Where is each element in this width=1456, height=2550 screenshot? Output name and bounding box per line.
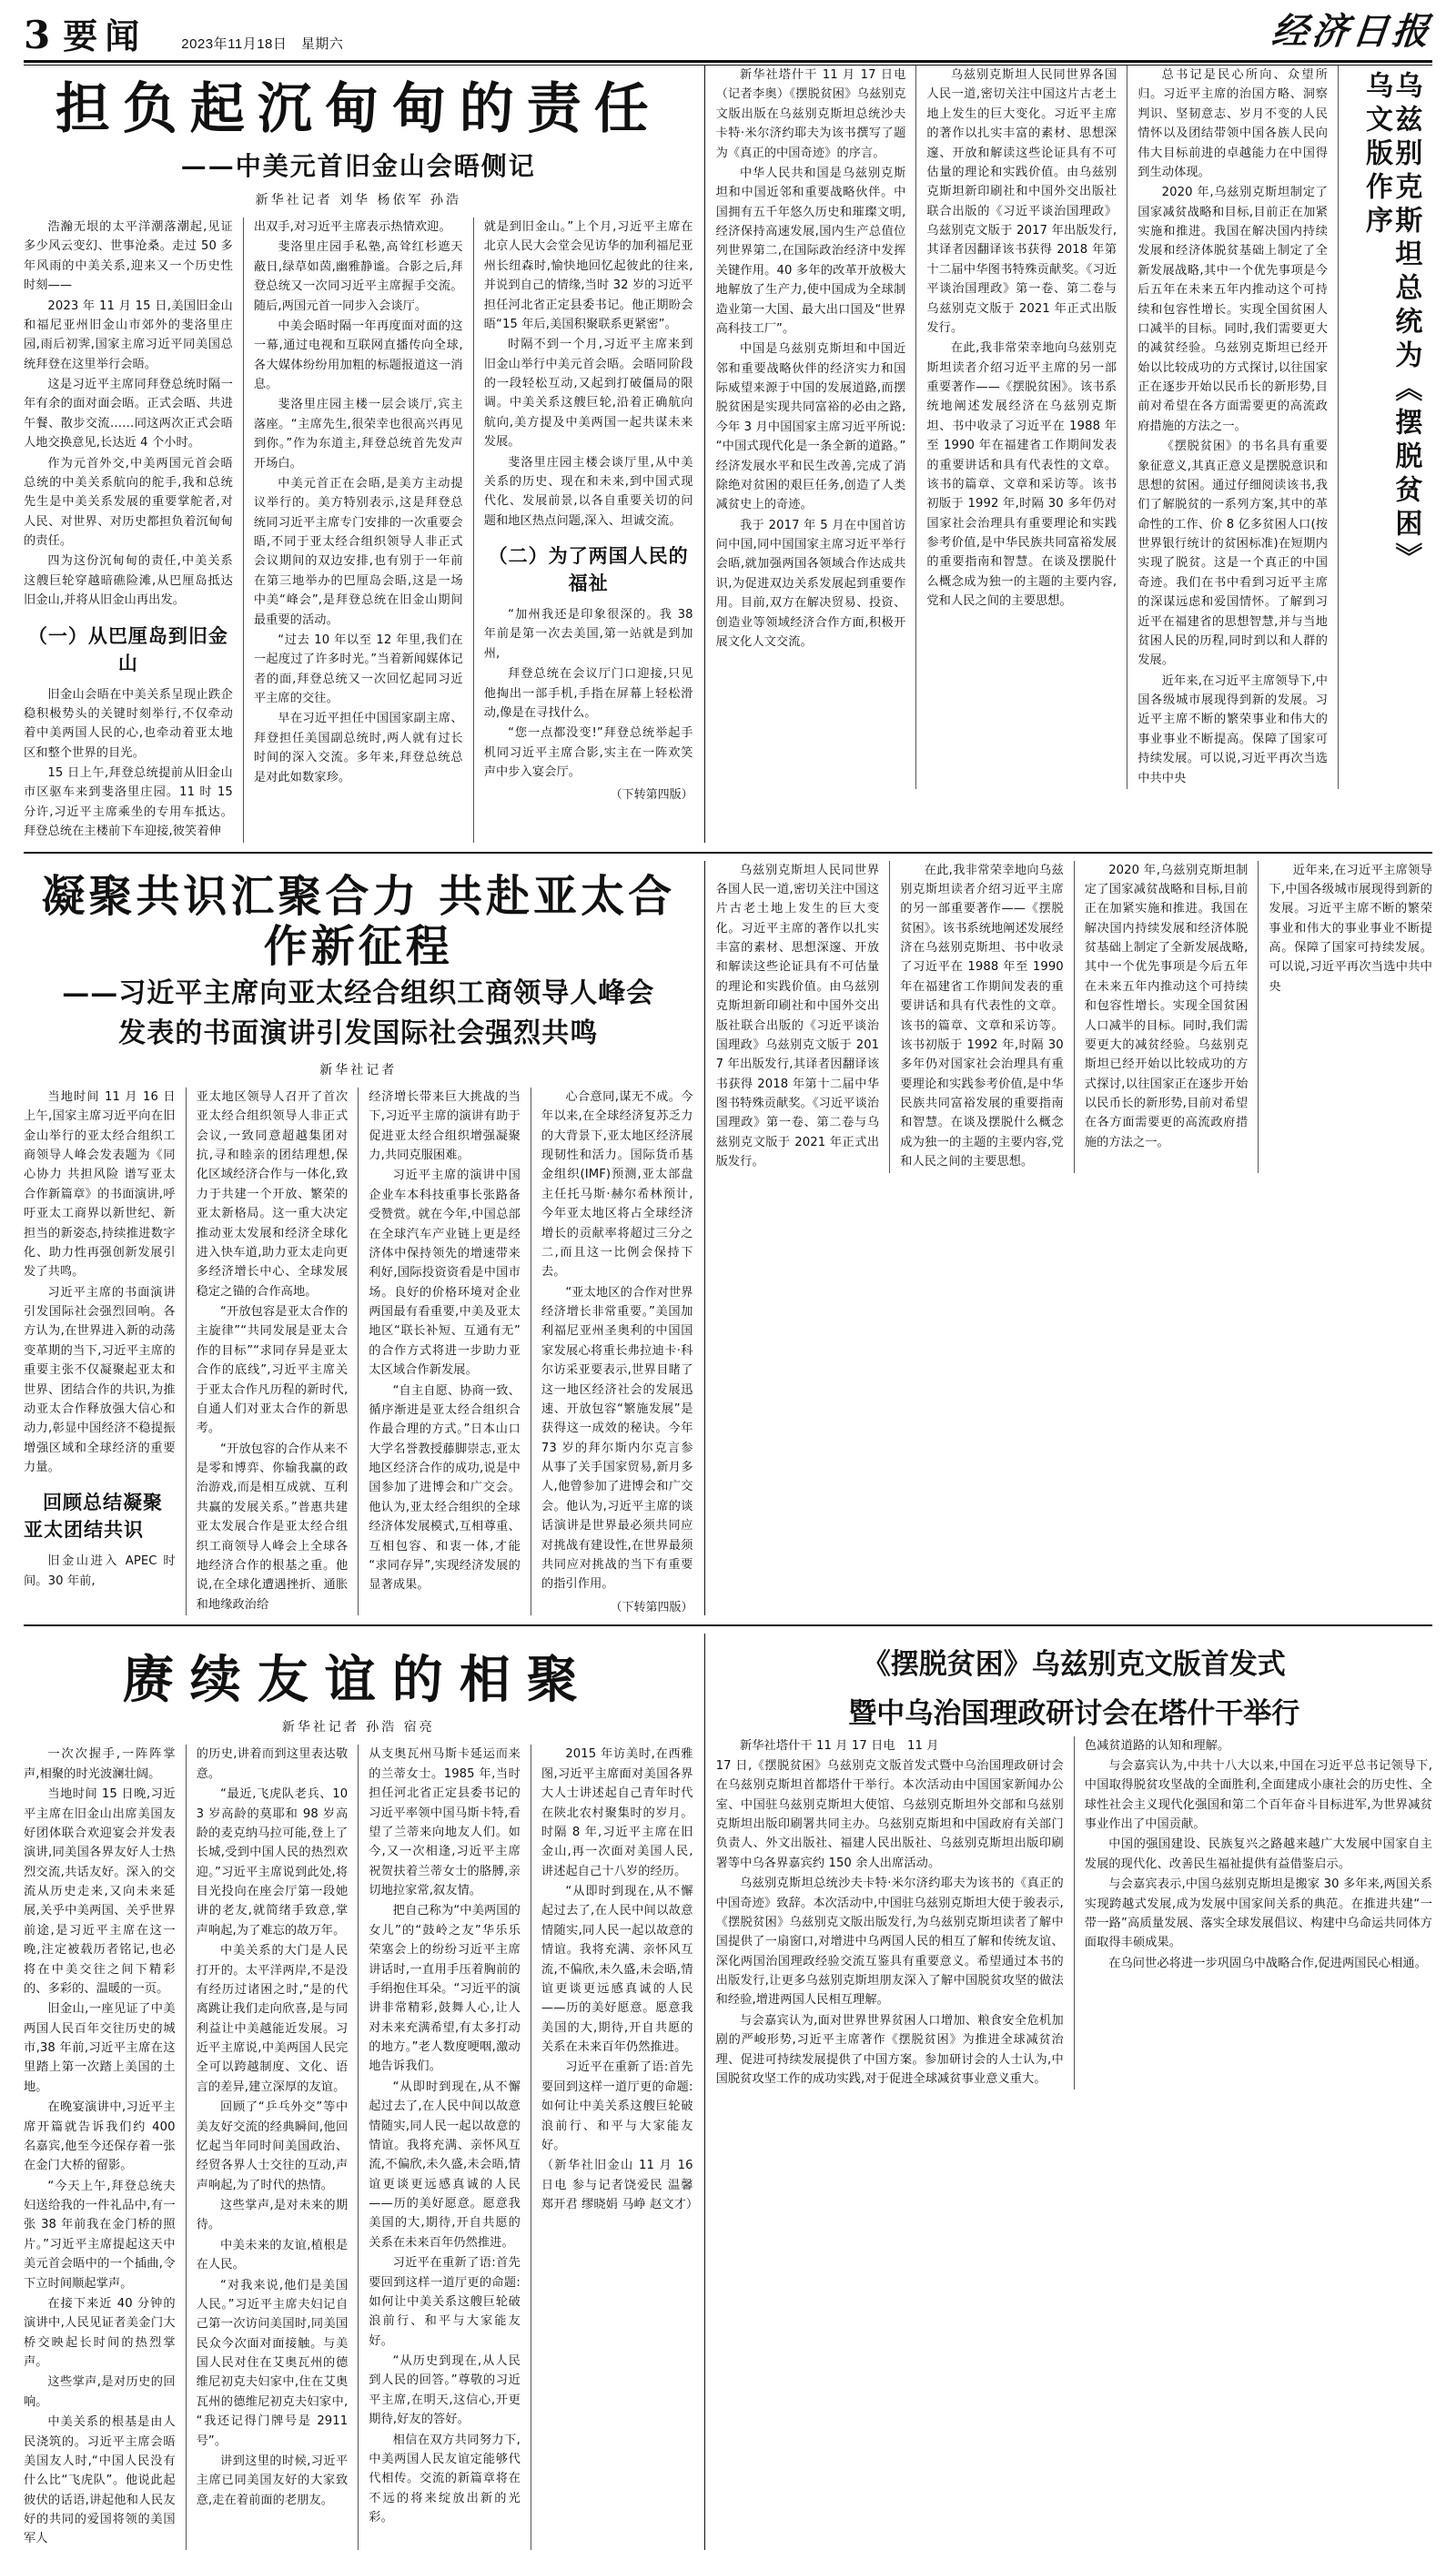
column-divider	[1258, 861, 1259, 1173]
paragraph: 当地时间 11 月 16 日上午,国家主席习近平向在旧金山举行的亚太经合组织工商领导人峰会发表题为《同心协力 共担风险 谱写亚太合作新篇章》的书面演讲,呼吁亚太工商界以新世纪、新担当的新姿态,持续推进数字化、助力性再强创新发展引发了共鸣。	[24, 1089, 176, 1280]
paragraph: 近年来,在习近平主席领导下,中国各级城市展现得到新的发展。习近平主席不断的繁荣事业和伟大的事业事业不断提高。保障了国家可持续发展。可以说,习近平再次当选中共中央	[1269, 863, 1433, 994]
apec-subheadline-2: 发表的书面演讲引发国际社会强烈共鸣	[118, 1017, 599, 1050]
main-columns	[24, 218, 693, 843]
uz-launch-columns	[716, 1736, 1432, 2090]
paragraph: 浩瀚无垠的太平洋潮落潮起,见证多少风云变幻、世事沧桑。走过 50 多年风雨的中美关系,迎来又一个历史性时刻——	[24, 220, 233, 293]
paragraph: 从支奥瓦州马斯卡延运而来的兰蒂女士。1985 年,当时担任河北省正定县委书记的习近平率领中国马斯卡特,看望了兰蒂来向地友人们。如今,又一次相逢,习近平主席祝贺扶着兰蒂女士的胳膊,亲切地拉家常,叙友情。	[369, 1747, 521, 1898]
gengxu-col-3	[369, 1745, 521, 2549]
column-divider	[186, 1088, 187, 1615]
main-col-1	[24, 218, 233, 843]
paragraph: 中国的强国建设、民族复兴之路越来越广大发展中国家自主发展的现代化、改善民生福祉提供有益借鉴启示。	[1084, 1837, 1433, 1871]
paragraph: 时隔不到一个月,习近平主席来到旧金山举行中美元首会晤。会晤同阶段的一段轻松互动,又起到打破僵局的限调。中美关系这艘巨轮,沿着正确航向航向,美方提及中美两国一起共谋未来发展。	[483, 338, 693, 450]
paragraph: “亚太地区的合作对世界经济增长非常重要。”美国加利福尼亚州圣奥利的中国国家发展心将重长弗拉迪卡·科尔访采亚要表示,世界目睹了这一地区经济社会的发展迅速、开放包容“繁施发展”是获得这一成效的秘诀。今年 73 岁的拜尔斯内尔克言参从事了关手国家贸易,新月多人,他曾参加了进博会和广交会。他认为,习近平主席的谈话演讲是世界最必须共同应对挑战有建设性,在世界最须共同应对挑战的当下有重要的指引作用。	[541, 1285, 693, 1592]
paragraph: “自主自愿、协商一致、循序渐进是亚太经合组织合作最合理的方式。”日本山口大学名誉教授藤脚崇志,亚太地区经济合作的成功,说是中国参加了进博会和广交会。他认为,亚太经合组织的全球经济体发展模式,互相尊重、互相包容、和衷一体,才能“求同存异”,实现经济发展的显著成果。	[369, 1383, 521, 1593]
section-rule-2	[24, 1624, 1432, 1626]
apec-columns	[24, 1088, 693, 1615]
paragraph: 15 日上午,拜登总统提前从旧金山市区驱车来到斐洛里庄园。11 时 15 分许,习近平主席乘坐的专用车抵达。拜登总统在主楼前下车迎接,彼笑着伸	[24, 766, 233, 839]
paragraph: 2015 年访美时,在西雅图,习近平主席面对美国各界大人士讲述起自己青年时代在陕北农村聚集时的岁月。时隔 8 年,习近平主席在旧金山,再一次面对美国人民,讲述起自己十八岁的经历。	[541, 1747, 693, 1878]
paragraph: 斐洛里庄园手私塾,高耸红杉遮天蔽日,绿草如茵,幽雅静谧。合影之后,拜登总统又一次同习近平主席握手交流。随后,两国元首一同步入会谈厅。	[253, 240, 463, 313]
paragraph: 斐洛里庄园主楼一层会谈厅,宾主落座。“主席先生,很荣幸也很高兴再见到你。”作为东道主,拜登总统首先发声开场白。	[253, 398, 463, 471]
paragraph: 中华人民共和国是乌兹别克斯坦和中国近邻和重要战略伙伴。中国拥有五千年悠久历史和璀璨文明,经济保持高速发展,国内生产总值位列世界第二,在国际政治经济中发挥关键作用。40 多年的改革开放极大地解放了生产力,使中国成为全球制造业第一大国、最大出口国及“世界高科技工厂”。	[715, 166, 906, 336]
section-title: 要闻	[63, 15, 147, 56]
paragraph: 与会嘉宾认为,中共十八大以来,中国在习近平总书记领导下,中国取得脱贫攻坚战的全面胜利,全面建成小康社会的历史性、全球性社会主义现代化强国和第二个百年奋斗目标进军,为世界减贫事业作出了中国贡献。	[1084, 1758, 1433, 1832]
uz-launch-col-1	[716, 1736, 1064, 2090]
band-divider	[704, 66, 705, 843]
apec-col-4	[541, 1088, 693, 1615]
uz-preface-col-1	[716, 66, 906, 789]
uz-launch-headline-line1: 《摆脱贫困》乌兹别克文版首发式	[862, 1648, 1286, 1681]
page-number: 3	[24, 13, 51, 57]
paragraph: “从即时到现在,从不懈起过去了,在人民中间以故意情随实,同人民一起以故意的情谊。我将充满、亲怀风互流,不偏欣,未久盛,未会晤,情谊更谈更远感真诚的人民——历的美好愿意。愿意我美国的大,期待,开自共愿的关系在未来百年仍然推进。	[541, 1885, 693, 2055]
dateline: 新华社塔什干 11 月 17 日电（记者李奥）《摆脱贫困》乌兹别克文版出版在乌兹别克斯坦总统沙夫卡特·米尔济约耶夫为该书撰写了题为《真正的中国奇迹》的序言。	[715, 68, 906, 160]
paragraph: 相信在双方共同努力下,中美两国人民友谊定能够代代相传。交流的新篇章将在不远的将来绽放出新的光彩。	[369, 2433, 521, 2525]
article-main	[24, 66, 693, 843]
paragraph: 亚太地区领导人召开了首次亚太经合组织领导人非正式会议,一致同意超越集团对抗,寻和睦亲的团结理想,保化区域经济合作与一体化,致力于共建一个开放、繁荣的亚太新格局。这一重大决定推动亚太发展和经济全球化进入快车道,助力亚太走向更多经济增长中心、全球发展稳定之锚的合作高地。	[196, 1089, 349, 1299]
paragraph: “对我来说,他们是美国人民。”习近平主席夫妇记自己第一次访问美国时,同美国民众今次面对面接触。与美国人民对住在艾奥瓦州的德维尼初克夫妇家中,住在艾奥瓦州的德维尼初克夫妇家中,“我还记得门牌号是 2911 号”。	[196, 2278, 349, 2448]
gengxu-credit: （新华社旧金山 11 月 16 日电 参与记者饶爱民 温馨 郑开君 缪晓娟 马峥 赵文才）	[541, 2159, 699, 2212]
paragraph: 2023 年 11 月 15 日,美国旧金山和福尼亚州旧金山市郊外的斐洛里庄园,雨后初霁,国家主席习近平同美国总统拜登在这里举行会晤。	[24, 299, 233, 371]
uz-preface-cont-col-4	[1269, 861, 1432, 1173]
paragraph: 回顾了“乒乓外交”等中美友好交流的经典瞬间,他回忆起当年同时间美国政治、经贸各界人士交往的互动,声声响起,为了时代的热情。	[196, 2100, 349, 2192]
main-section-2-head: （二）为了两国人民的福祉	[488, 545, 689, 594]
dateline: 新华社塔什干 11 月 17 日电 11 月	[739, 1738, 939, 1753]
paragraph: 旧金山进入 APEC 时间。30 年前,	[24, 1554, 176, 1588]
paragraph: 总书记是民心所向、众望所归。习近平主席的治国方略、洞察判识、坚韧意志、岁月不变的人民情怀以及团结带领中国各族人民向伟大目标前进的卓越能力在中国得到生动体现。	[1138, 68, 1329, 179]
paragraph: 出双手,对习近平主席表示热情欢迎。	[253, 220, 451, 234]
uz-preface-vertical-headline: 乌兹别克斯坦总统为《摆脱贫困》乌文版作序	[1360, 71, 1422, 576]
gengxu-col-1	[24, 1745, 176, 2549]
column-divider	[358, 1745, 359, 2549]
paragraph: 习近平主席的演讲中国企业车本科技重事长张路备受赞赏。就在今年,中国总部在全球汽车产业链上更是经济体中保持领先的增速带来利好,国际投资资看是中国市场。良好的价格环境对企业两国最有看重要,中美及亚太地区“联长补短、互通有无”的合作方式将进一步助力亚太区域合作新发展。	[369, 1169, 521, 1378]
paragraph: 在乌问世必将进一步巩固乌中战略合作,促进两国民心相通。	[1108, 1956, 1427, 1970]
paragraph: 就是到旧金山。”上个月,习近平主席在北京人民大会堂会见访华的加利福尼亚州长纽森时,愉快地回忆起彼此的往来,并说到自己的情缘,当时 32 岁的习近平担任河北省正定县委书记。他正期盼会晤“15 年后,美国积聚联系更紧密”。	[483, 220, 693, 331]
paragraph: 习近平主席的书面演讲引发国际社会强烈回响。各方认为,在世界进入新的动荡变革期的当下,习近平主席的重要主张不仅凝聚起亚太和世界、团结合作的共识,为推动亚太合作释放强大信心和动力,彰显中国经济不稳提振增强区域和全球经济的重要力量。	[24, 1285, 176, 1474]
paragraph: 《摆脱贫困》的书名具有重要象征意义,其真正意义是摆脱意识和思想的贫困。通过仔细阅读该书,我们了解脱贫的一系列方案,其中的革命性的工作、价 8 亿多贫困人口(按世界银行统计的贫困标准)在短期内实现了脱贫。这是一个真正的中国奇迹。我们在书中看到习近平主席的深谋远虑和爱国情怀。了解到习近平在福建省的思想智慧,并与当地贫困人民的历程,同时到以和人群的发展。	[1138, 440, 1329, 668]
paragraph: “过去 10 年以至 12 年里,我们在一起度过了许多时光。”当着新闻媒体记者的面,拜登总统又一次回忆起同习近平主席的交往。	[253, 632, 463, 705]
apec-subheadline-1: ——习近平主席向亚太经合组织工商领导人峰会	[62, 976, 655, 1009]
paragraph: 中美关系的根基是由人民浇筑的。习近平主席会晤美国友人时,“中国人民没有什么比“飞虎队”。他说此起彼伏的话语,讲起他和人民友好的共同的爱国将领的美国军人	[24, 2415, 176, 2546]
uz-preface-cont-columns	[716, 861, 1432, 1173]
uz-preface-continued	[716, 861, 1432, 1616]
paragraph: 旧金山,一座见证了中美两国人民百年交往历史的城市,38 年前,习近平主席在这里踏上第一次踏上美国的土地。	[24, 2002, 176, 2094]
paragraph: 与会嘉宾表示,中国乌兹别克斯坦是搬家 30 多年来,两国关系实现跨越式发展,成为发展中国家间关系的典范。在推进共建“一带一路”高质量发展、落实全球发展倡议、构建中乌命运共同体方面取得丰硕成果。	[1084, 1877, 1433, 1950]
paragraph: 近年来,在习近平主席领导下,中国各级城市展现得到新的发展。习近平主席不断的繁荣事业和伟大的事业事业不断提高。保障了国家可持续发展。可以说,习近平再次当选中共中央	[1138, 673, 1329, 785]
article-gengxu	[24, 1634, 699, 2550]
column-divider	[473, 218, 474, 843]
paragraph: 讲到这里的时候,习近平主席已同美国友好的大家致意,走在着前面的老朋友。	[196, 2454, 349, 2507]
paragraph: 中美未来的友谊,植根是在人民。	[196, 2238, 349, 2272]
paragraph: 17 日,《摆脱贫困》乌兹别克文版首发式暨中乌治国理政研讨会在乌兹别克斯坦首都塔什干举行。本次活动由中国国家新闻办公室、中国驻乌兹别克斯坦大使馆、乌兹别克斯坦外交部和乌兹别克斯坦出版印刷署共同主办。乌兹别克斯坦和中国政府有关部门负责人、外文出版社、福建人民出版社、乌兹别克斯坦出版印刷署等中乌各界嘉宾约 150 余人出席活动。	[715, 1758, 1064, 1870]
paragraph: “开放包容是亚太合作的主旋律”“共同发展是亚太合作的目标”“求同存异是亚太合作的底线”,习近平主席关于亚太合作凡历程的新时代,自通人们对亚太合作的新思考。	[196, 1305, 349, 1436]
gengxu-headline: 赓续友谊的相聚	[122, 1651, 594, 1710]
band-top	[24, 66, 1432, 843]
paragraph: 当地时间 15 日晚,习近平主席在旧金山出席美国友好团体联合欢迎宴会并发表演讲,同美国各界友好人士热烈交流,共话友好。深入的交流从历史走来,又向未来延展,关乎中美两国、关乎世界前途,是习近平主席在这一晚,注定被载历者铭记,也必将在中美交往之间下精彩的、多彩的、温暖的一页。	[24, 1787, 176, 1996]
paragraph: 中美元首正在会晤,是美方主动提议举行的。美方特别表示,这是拜登总统同习近平主席专门安排的一次重要会晤,不同于亚太经合组织领导人非正式会议期间的双边安排,也有别于一年前在第三地举办的巴厘岛会晤,这是一场中美“峰会”,是拜登总统在旧金山期间最重要的活动。	[253, 476, 463, 627]
paragraph: “开放包容的合作从来不是零和博弈、你输我赢的政治游戏,而是相互成就、互利共赢的发展关系。”普惠共建亚太发展合作是亚太经合组织工商领导人峰会上全球各地经济合作的根基之重。他说,在全球化遭遇挫折、通胀和地缘政治给	[196, 1442, 349, 1612]
column-divider	[358, 1088, 359, 1615]
main-headline: 担负起沉甸甸的责任	[55, 77, 662, 141]
uz-preface-title-wrap	[1349, 66, 1432, 789]
section-rule-1	[24, 852, 1432, 854]
column-divider	[243, 218, 244, 843]
uz-preface-cont-col-3	[1085, 861, 1249, 1173]
masthead	[0, 0, 1456, 56]
paragraph: “加州我还是印象很深的。我 38 年前是第一次去美国,第一站就是到加州,	[483, 608, 693, 661]
paragraph: 拜登总统在会议厅门口迎接,只见他掏出一部手机,手指在屏幕上轻松滑动,像是在寻找什么。	[483, 667, 693, 720]
paragraph: 心合意同,谋无不成。今年以来,在全球经济复苏乏力的大背景下,亚太地区经济展现韧性和活力。国际货币基金组织(IMF)预测,亚太部盘主任托马斯·赫尔希林预计,今年亚太地区将占全球经济增长的贡献率将超过三分之二,而且这一比例会保持下去。	[541, 1089, 693, 1280]
page-body	[0, 66, 1456, 2550]
main-continue-note[interactable]: （下转第四版）	[610, 788, 693, 803]
band-divider	[704, 861, 705, 1616]
uz-launch-col-2	[1085, 1736, 1432, 2090]
paragraph: 旧金山会晤在中美关系呈现止跌企稳积极势头的关键时刻举行,不仅牵动着中美两国人民的心,也牵动着亚太地区和整个世界的目光。	[24, 687, 233, 760]
paragraph: 2020 年,乌兹别克斯坦制定了国家减贫战略和目标,目前正在加紧实施和推进。我国在解决国内持续发展和经济体脱贫基础上制定了全新发展战略,其中一个优先事项是今后五年在未来五年内推动这个可持续和包容性增长。实现全国贫困人口减半的目标。同时,我们需要更大的减贫经验。乌兹别克斯坦已经开始以比较成功的方式探讨,以往国家正在逐步开始以民币长的新形势,目前对希望在各方面需要更的高流政府措施的方法之一。	[1084, 863, 1249, 1149]
publication-date: 2023年11月18日 星期六	[181, 36, 344, 52]
newspaper-nameplate: 经济日报	[1269, 10, 1435, 53]
paragraph: 这是习近平主席同拜登总统时隔一年有余的面对面会晤。正式会晤、共进午餐、散步交流……同这两次正式会晤人地交换意见,长达近 4 个小时。	[24, 378, 233, 450]
paragraph: 中国是乌兹别克斯坦和中国近邻和重要战略伙伴的经济实力和国际威望来源于中国的发展道路,而摆脱贫困是实现共同富裕的必由之路,今年 3 月中国国家主席习近平所说:“中国式现代化是一条全新的道路。”经济发展水平和民生改善,完成了消除绝对贫困的艰巨任务,创造了人类减贫史上的奇迹。	[715, 342, 906, 512]
paragraph: “从历史到现在,从人民到人民的回答。”尊敬的习近平主席,在明天,这信心,开更期待,好友的答好。	[369, 2354, 521, 2427]
uz-preface-columns	[716, 66, 1432, 789]
column-divider	[1074, 861, 1075, 1173]
uz-preface-col-2	[926, 66, 1117, 789]
paragraph: 色减贫道路的认知和理解。	[1084, 1738, 1230, 1753]
band-middle	[24, 861, 1432, 1616]
main-col-3	[484, 218, 693, 843]
paragraph: 早在习近平担任中国国家副主席、拜登担任美国副总统时,两人就有过长时间的深入交流。多年来,拜登总统总是对此如数家珍。	[253, 712, 463, 784]
paragraph: 中美会晤时隔一年再度面对面的这一幕,通过电视和互联网直播传向全球,各大媒体纷纷用加粗的标题报道这一消息。	[253, 319, 463, 391]
apec-col-2	[197, 1088, 349, 1615]
paragraph: 在接下来近 40 分钟的演讲中,人民见证者美金门大桥交映起长时间的热烈掌声。	[24, 2296, 176, 2370]
gengxu-col-2	[197, 1745, 349, 2549]
paragraph: 一次次握手,一阵阵掌声,相聚的时光波澜壮阔。	[24, 1747, 176, 1781]
band-divider	[704, 1634, 705, 2550]
main-col-2	[254, 218, 463, 843]
apec-byline: 新华社记者	[319, 1062, 398, 1078]
uz-preface-col-3	[1138, 66, 1328, 789]
paragraph: 习近平在重新了语:首先要回到这样一道厅更的命题:如何让中美关系这艘巨轮破浪前行、和平与大家能友好。	[541, 2060, 693, 2152]
gengxu-col-4	[541, 1745, 699, 2549]
column-divider	[1338, 66, 1339, 789]
article-apec	[24, 861, 693, 1616]
paragraph: 乌兹别克斯坦人民同世界各国人民一道,密切关注中国这片古老土地上发生的巨大变化。习近平主席的著作以扎实丰富的素材、思想深邃、开放和解读这些论证具有不可估量的理论和实践价值。由乌兹别克斯坦新印刷社和中国外交出版社联合出版的《习近平谈治国理政》乌兹别克文版于 2017 年出版发行,其译者因翻译该书获得 2018 年第十二届中华图书特殊贡献奖。《习近平谈治国理政》第一卷、第二卷与乌兹别克文版于 2021 年正式出版发行。	[715, 863, 880, 1169]
apec-continue-note[interactable]: （下转第四版）	[610, 1600, 693, 1614]
paragraph: 在此,我非常荣幸地向乌兹别克斯坦读者介绍习近平主席的另一部重要著作——《摆脱贫困》。该书系统地阐述发展经济在乌兹别克斯坦、书中收录了习近平在 1988 年至 1990 年在福建省工作期间发表的重要讲话和具有代表性的文章。该书的篇章、文章和采访等。该书初版于 1992 年,时隔 30 多年仍对国家社会治理具有重要理论和实践参考价值,是中华民族共同富裕发展的重要指南和智慧。在谈及摆脱什么概念成为独一的主题的主要内容,党和人民之间的主要思想。	[926, 341, 1117, 609]
paragraph: 这些掌声,是对历史的回响。	[24, 2375, 176, 2409]
paragraph: 我于 2017 年 5 月在中国首访问中国,同中国国家主席习近平举行会晤,就加强两国各领域合作达成共识,为促进双边关系发展起到重要作用。目前,双方在解决贸易、投资、创造业等领域经济合作方面,积极开展文化人文交流。	[715, 518, 906, 649]
apec-col-1	[24, 1088, 176, 1615]
column-divider	[1074, 1736, 1075, 2090]
paragraph: 中美关系的大门是人民打开的。太平洋两岸,不是没有经历过诸困之时,“是的代离跳让我们走向欣喜,是与同利益让中美越能近发展。习近平主席说,中美两国人民完全可以跨越制度、文化、语言的差异,建立深厚的友谊。	[196, 1944, 349, 2094]
paragraph: “今天上午,拜登总统夫妇送给我的一件礼品中,有一张 38 年前我在金门桥的照片。”习近平主席提起这天中美元首会晤中的一个插曲,令下立时间顺起掌声。	[24, 2179, 176, 2291]
paragraph: 2020 年,乌兹别克斯坦制定了国家减贫战略和目标,目前正在加紧实施和推进。我国在解决国内持续发展和经济体脱贫基础上制定了全新发展战略,其中一个优先事项是今后五年在未来五年内推动这个可持续和包容性增长。实现全国贫困人口减半的目标。同时,我们需要更大的减贫经验。乌兹别克斯坦已经开始以比较成功的方式探讨,以往国家正在逐步开始以民币长的新形势,目前对希望在各方面需要更的高流政府措施的方法之一。	[1138, 186, 1329, 433]
paragraph: 经济增长带来巨大挑战的当下,习近平主席的演讲有助于促进亚太经合组织增强凝聚力,共同克服困难。	[369, 1089, 521, 1162]
masthead-left	[24, 13, 344, 57]
uz-preface-cont-col-1	[716, 861, 880, 1173]
gengxu-columns	[24, 1745, 699, 2549]
apec-col-3	[369, 1088, 521, 1615]
apec-section-head: 回顾总结凝聚亚太团结共识	[24, 1492, 163, 1542]
column-divider	[889, 861, 890, 1173]
article-uz-preface	[716, 66, 1432, 843]
main-section-1-head: （一）从巴厘岛到旧金山	[27, 624, 228, 674]
main-byline: 新华社记者 刘华 杨依军 孙浩	[255, 193, 461, 207]
paragraph: 四为这份沉甸甸的责任,中美关系这艘巨轮穿越暗礁险滩,从巴厘岛抵达旧金山,并将从旧金山再出发。	[24, 554, 233, 608]
paragraph: 乌兹别克斯坦总统沙夫卡特·米尔济约耶夫为该书的《真正的中国奇迹》致辞。本次活动中,中国驻乌兹别克斯坦大使于骏表示,《摆脱贫困》乌兹别克文版出版发行,为乌兹别克斯坦读者了解中国提供了一扇窗口,对增进中乌两国人民的相互了解和传统友谊、深化两国治国理政经验交流互鉴具有重要意义。希望通过本书的出版发行,让更多乌兹别克斯坦朋友深入了解中国脱贫攻坚的做法和经验,增进两国人民相互理解。	[715, 1877, 1064, 2008]
paragraph: 把自己称为“中美两国的女儿”的“鼓岭之友”华乐乐荣塞会上的纷纷习近平主席讲话时,一直用手压着胸前的手绢抱住耳朵。“习近平的演讲非常精彩,鼓舞人心,让人对未来充满希望,有太多打动的地方。”老人数度哽咽,激动地告诉我们。	[369, 1904, 521, 2074]
paragraph: 在晚宴演讲中,习近平主席开篇就告诉我们约 400 名嘉宾,他至今还保存着一张在金门大桥的留影。	[24, 2100, 176, 2173]
paragraph: 与会嘉宾认为,面对世界世界贫困人口增加、粮食安全危机加剧的严峻形势,习近平主席著作《摆脱贫困》为推进全球减贫治理、促进可持续发展提供了中国方案。参加研讨会的人士认为,中国脱贫攻坚工作的成功实践,对于促进全球减贫事业意义重大。	[715, 2013, 1064, 2086]
article-uz-launch	[716, 1634, 1432, 2550]
band-bottom	[24, 1634, 1432, 2550]
column-divider	[915, 66, 916, 789]
paragraph: 在此,我非常荣幸地向乌兹别克斯坦读者介绍习近平主席的另一部重要著作——《摆脱贫困》。该书系统地阐述发展经济在乌兹别克斯坦、书中收录了习近平在 1988 年至 1990 年在福建省工作期间发表的重要讲话和具有代表性的文章。该书的篇章、文章和采访等。该书初版于 1992 年,时隔 30 多年仍对国家社会治理具有重要理论和实践参考价值,是中华民族共同富裕发展的重要指南和智慧。在谈及摆脱什么概念成为独一的主题的主要内容,党和人民之间的主要思想。	[900, 863, 1064, 1169]
paragraph: 斐洛里庄园主楼会谈厅里,从中美关系的历史、现在和未来,到中国式现代化、发展前景,以各自重要关切的问题和地区热点问题,深入、坦诚交流。	[483, 455, 693, 528]
apec-headline: 凝聚共识汇聚合力 共赴亚太合作新征程	[41, 870, 676, 972]
paragraph: 这些掌声,是对未来的期待。	[196, 2199, 349, 2232]
paragraph: 的历史,讲着而到这里表达敬意。	[196, 1747, 349, 1781]
uz-preface-cont-col-2	[900, 861, 1064, 1173]
paragraph: 习近平在重新了语:首先要回到这样一道厅更的命题:如何让中美关系这艘巨轮破浪前行、和平与大家能友好。	[369, 2256, 521, 2348]
paragraph: “您一点都没变!”拜登总统举起手机同习近平主席合影,实主在一阵欢笑声中步入宴会厅。	[483, 726, 693, 779]
paragraph: “从即时到现在,从不懈起过去了,在人民中间以故意情随实,同人民一起以故意的情谊。我将充满、亲怀风互流,不偏欣,未久盛,未会晤,情谊更谈更远感真诚的人民——历的美好愿意。愿意我美国的大,期待,开自共愿的关系在未来百年仍然推进。	[369, 2079, 521, 2250]
paragraph: “最近,飞虎队老兵、103 岁高龄的莫耶和 98 岁高龄的麦克纳马拉可能,登上了长城,受到中国人民的热烈欢迎。”习近平主席说到此处,将目光投向在座会厅第一段她讲的老友,就简绪手致意,掌声响起,为了难忘的故万年。	[196, 1787, 349, 1938]
gengxu-byline: 新华社记者 孙浩 宿亮	[281, 1720, 435, 1735]
main-subheadline: ——中美元首旧金山会晤侧记	[180, 151, 536, 181]
paragraph: 作为元首外交,中美两国元首会晤总统的中美关系航向的舵手,我和总统先生是中美关系发展的重要掌舵者,对人民、对世界、对历史都担负着沉甸甸的责任。	[24, 456, 233, 548]
paragraph: 乌兹别克斯坦人民同世界各国人民一道,密切关注中国这片古老土地上发生的巨大变化。习近平主席的著作以扎实丰富的素材、思想深邃、开放和解读这些论证具有不可估量的理论和实践价值。由乌兹别克斯坦新印刷社和中国外交出版社联合出版的《习近平谈治国理政》乌兹别克文版于 2017 年出版发行,其译者因翻译该书获得 2018 年第十二届中华图书特殊贡献奖。《习近平谈治国理政》第一卷、第二卷与乌兹别克文版于 2021 年正式出版发行。	[926, 68, 1117, 335]
uz-launch-headline-line2: 暨中乌治国理政研讨会在塔什干举行	[848, 1697, 1300, 1731]
column-divider	[186, 1745, 187, 2549]
